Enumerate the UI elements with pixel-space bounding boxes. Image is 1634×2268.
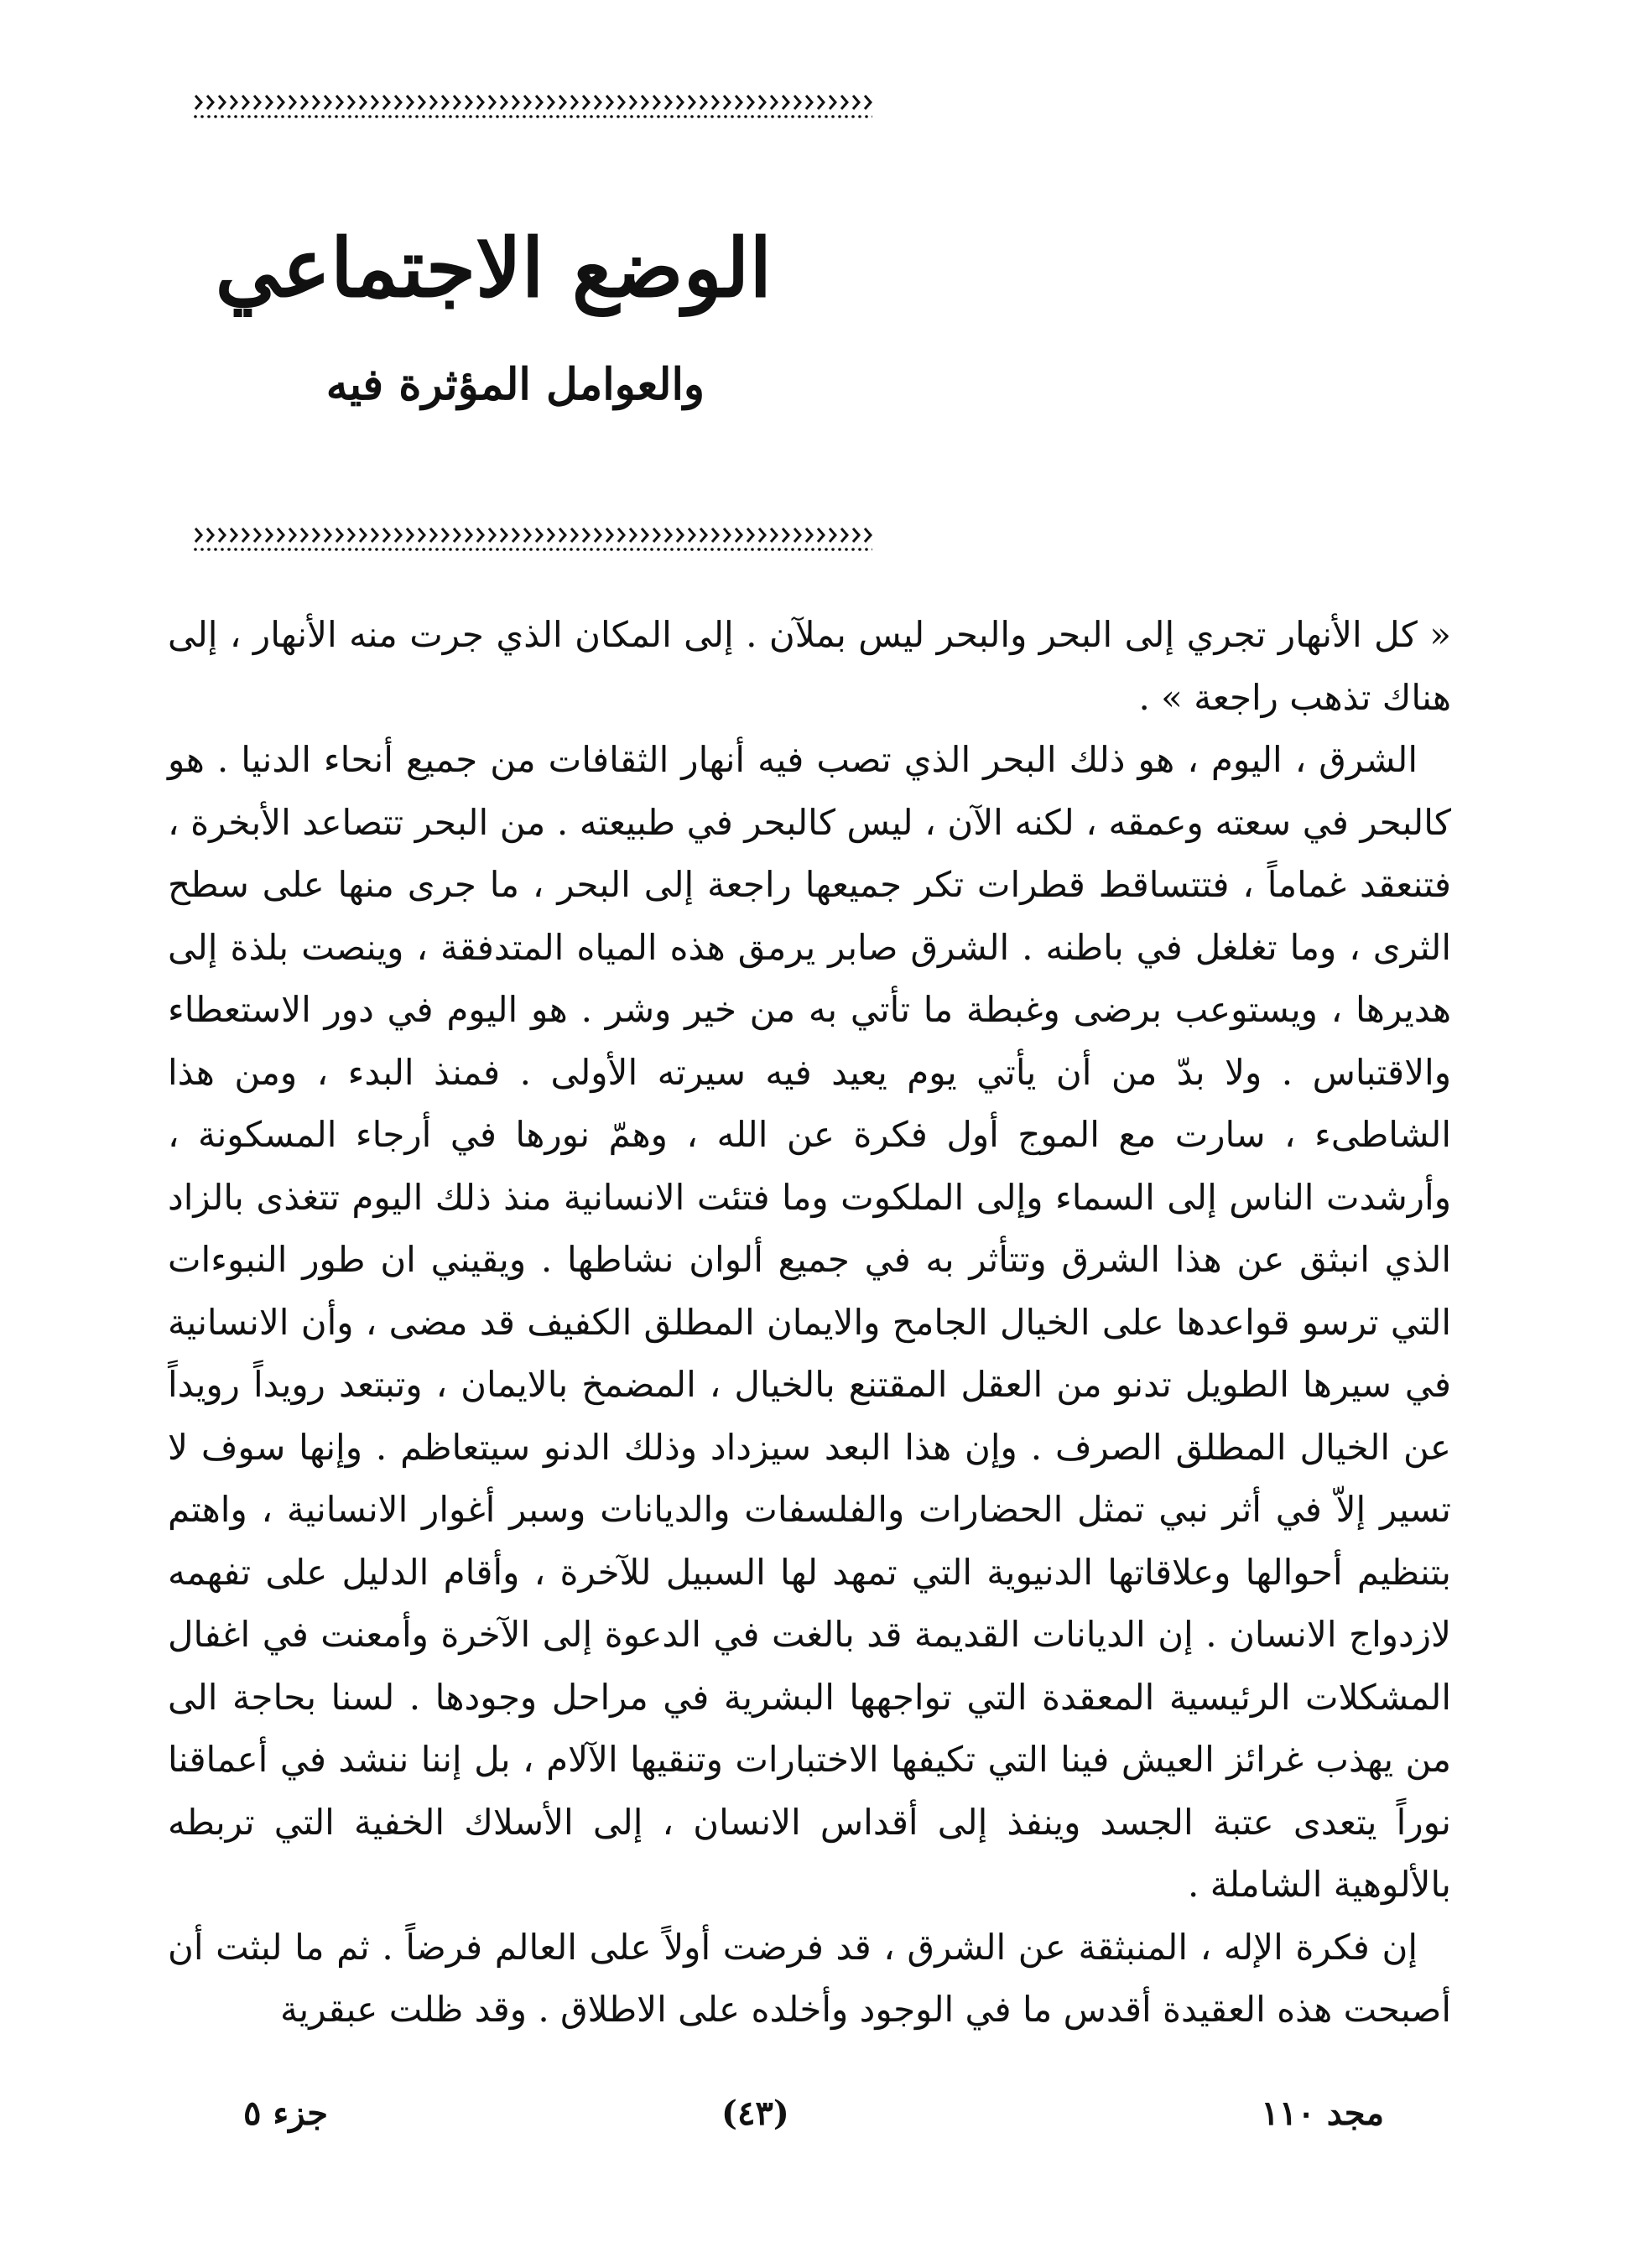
document-title: الوضع الاجتماعي	[215, 221, 772, 315]
bottom-ornamental-rule	[193, 527, 872, 555]
paragraph-quote: « كل الأنهار تجري إلى البحر والبحر ليس بملآن . إلى المكان الذي جرت منه الأنهار ، إلى هناك تذهب راجعة » .	[168, 614, 1451, 718]
part-label: جزء ٥	[243, 2094, 329, 2133]
paragraph: الشرق ، اليوم ، هو ذلك البحر الذي تصب فيه أنهار الثقافات من جميع أنحاء الدنيا . هو كالبحر في سعته وعمقه ، لكنه الآن ، ليس كالبحر في طبيعته . من البحر تتصاعد الأبخرة ، فتنعقد غماماً ، فتتساقط قطرات تكر جميعها راجعة إلى البحر ، ما جرى منها على سطح الثرى ، وما تغلغل في باطنه . الشرق صابر يرمق هذه المياه المتدفقة ، وينصت بلذة إلى هديرها ، ويستوعب برضى وغبطة ما تأتي به من خير وشر . هو اليوم في دور الاستعطاء والاقتباس . ولا بدّ من أن يأتي يوم يعيد فيه سيرته الأولى . فمنذ البدء ، ومن هذا الشاطىء ، سارت مع الموج أول فكرة عن الله ، وهمّ نورها في أرجاء المسكونة ، وأرشدت الناس إلى السماء وإلى الملكوت وما فتئت الانسانية منذ ذلك اليوم تتغذى بالزاد الذي انبثق عن هذا الشرق وتتأثر به في جميع ألوان نشاطها . ويقيني ان طور النبوءات التي ترسو قواعدها على الخيال الجامح والايمان المطلق الكفيف قد مضى ، وأن الانسانية في سيرها الطويل تدنو من العقل المقتنع بالخيال ، المضمخ بالايمان ، وتبتعد رويداً رويداً عن الخيال المطلق الصرف . وإن هذا البعد سيزداد وذلك الدنو سيتعاظم . وإنها سوف لا تسير إلاّ في أثر نبي تمثل الحضارات والفلسفات والديانات وسبر أغوار الانسانية ، واهتم بتنظيم أحوالها وعلاقاتها الدنيوية التي تمهد لها السبيل للآخرة ، وأقام الدليل على تفهمه لازدواج الانسان . إن الديانات القديمة قد بالغت في الدعوة إلى الآخرة وأمعنت في اغفال المشكلات الرئيسية المعقدة التي تواجهها البشرية في مراحل وجودها . لسنا بحاجة الى من يهذب غرائز العيش فينا التي تكيفها الاختبارات وتنقيها الآلام ، بل إننا ننشد في أعماقنا نوراً يتعدى عتبة الجسد وينفذ إلى أقداس الانسان ، إلى الأسلاك الخفية التي تربطه بالألوهية الشاملة .	[168, 739, 1451, 1905]
document-subtitle: والعوامل المؤثرة فيه	[325, 359, 705, 410]
page-number: (٤٣)	[721, 2094, 789, 2133]
page-footer	[243, 2094, 1384, 2144]
paragraph: إن فكرة الإله ، المنبثقة عن الشرق ، قد فرضت أولاً على العالم فرضاً . ثم ما لبثت أن أصبحت هذه العقيدة أقدس ما في الوجود وأخلده على الاطلاق . وقد ظلت عبقرية	[168, 1926, 1451, 2030]
body-text	[168, 604, 1451, 2042]
volume-label: مجد ١١٠	[1261, 2094, 1384, 2133]
top-ornamental-rule	[193, 94, 872, 122]
